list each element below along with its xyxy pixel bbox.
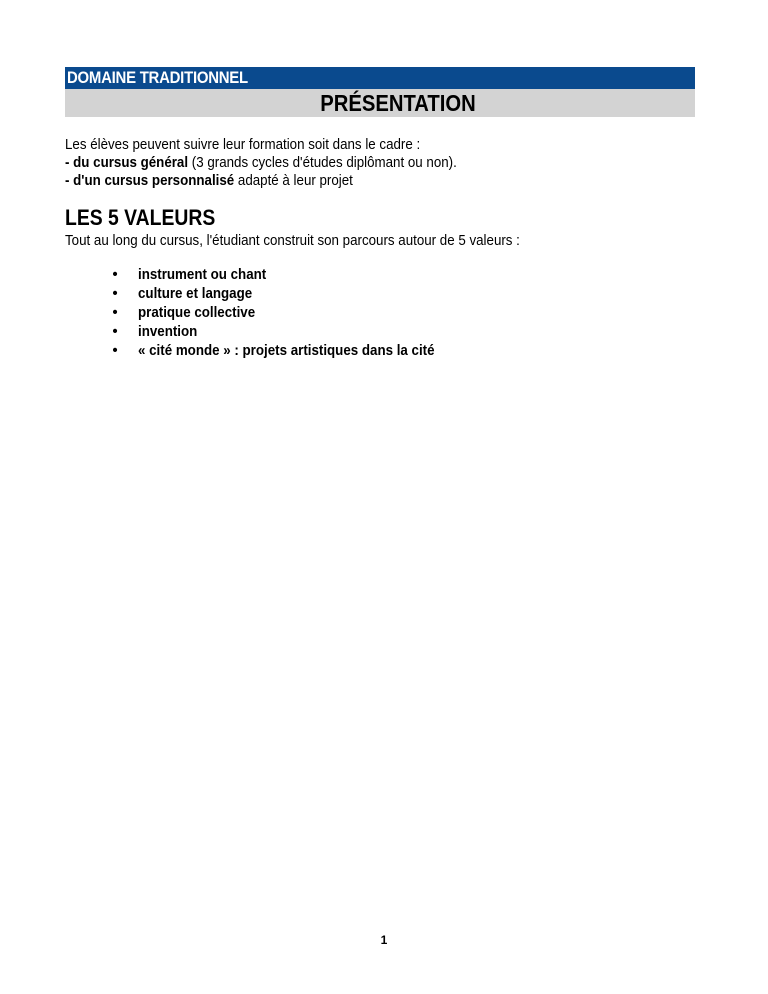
- list-item-text: pratique collective: [138, 305, 256, 321]
- list-item-text: culture et langage: [138, 286, 253, 302]
- list-item-text: invention: [138, 324, 198, 340]
- list-item-text: « cité monde » : projets artistiques dans la cité: [138, 343, 435, 359]
- intro-line-2-rest: (3 grands cycles d'études diplômant ou non).: [188, 155, 457, 171]
- intro-paragraph: [65, 136, 705, 190]
- section-heading: LES 5 VALEURS: [65, 205, 216, 230]
- domain-label: DOMAINE TRADITIONNEL: [67, 68, 248, 87]
- title-banner: [65, 89, 695, 117]
- domain-banner: [65, 67, 695, 89]
- bullet-icon: •: [112, 305, 118, 321]
- intro-line-2-bold: - du cursus général: [65, 155, 189, 171]
- bullet-icon: •: [112, 343, 118, 359]
- list-item-text: instrument ou chant: [138, 267, 267, 283]
- intro-line-3: [65, 172, 654, 190]
- intro-line-2: [65, 154, 654, 172]
- page-title: PRÉSENTATION: [319, 90, 476, 116]
- bullet-icon: •: [112, 286, 118, 302]
- intro-line-1: Les élèves peuvent suivre leur formation soit dans le cadre :: [65, 137, 421, 153]
- page-number: 1: [380, 933, 388, 947]
- section-intro: Tout au long du cursus, l'étudiant construit son parcours autour de 5 valeurs :: [65, 233, 520, 249]
- bullet-icon: •: [112, 267, 118, 283]
- intro-line-3-bold: - d'un cursus personnalisé: [65, 173, 235, 189]
- bullet-icon: •: [112, 324, 118, 340]
- intro-line-3-rest: adapté à leur projet: [234, 173, 353, 189]
